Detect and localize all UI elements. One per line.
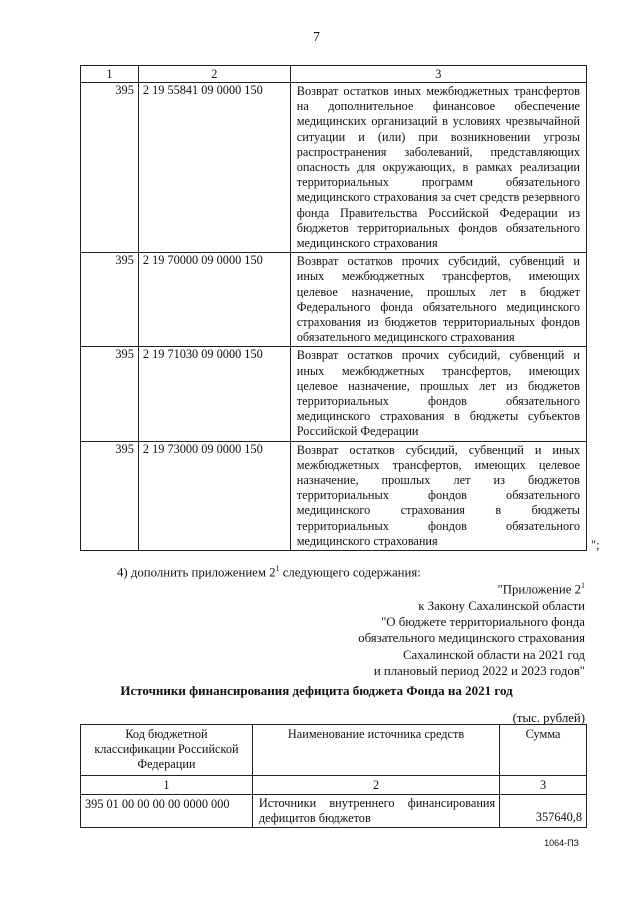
- source-code: 395 01 00 00 00 00 0000 000: [81, 794, 253, 827]
- code-description: Возврат остатков иных межбюджетных трансфертов на дополнительное финансовое обеспечение медицинских организаций в условиях чрезвычайной ситуации и (или) при возникновении угрозы распространения заболеваний, представляющих опасность для окружающих, в рамках реализации территориальных программ обязательного медицинского страхования за счет средств резервного фонда Правительства Российской Федерации из бюджетов территориальных фондов обязательного медицинского страхования: [290, 83, 586, 253]
- table-row: [81, 253, 587, 347]
- closing-quote: ";: [591, 538, 600, 552]
- admin-code: 395: [81, 441, 139, 550]
- appendix-heading: [358, 578, 585, 680]
- paragraph-prefix: 4) дополнить приложением 2: [117, 565, 276, 580]
- header-amount: Сумма: [500, 725, 587, 776]
- appendix-superscript: 1: [581, 581, 585, 590]
- codes-table-header: [81, 66, 587, 83]
- table-row: [81, 347, 587, 441]
- appendix-line: к Закону Сахалинской области: [418, 598, 585, 613]
- header-code: Код бюджетной классификации Российской Федерации: [81, 725, 253, 776]
- code-description: Возврат остатков прочих субсидий, субвенций и иных межбюджетных трансфертов, имеющих целевое назначение, прошлых лет в бюджет Федерального фонда обязательного медицинского страхования из бюджетов территориальных фондов обязательного медицинского страхования: [290, 253, 586, 347]
- source-name: Источники внутреннего финансирования дефицитов бюджетов: [252, 794, 499, 827]
- budget-code: 2 19 70000 09 0000 150: [138, 253, 290, 347]
- numbering-col-3: 3: [500, 775, 587, 794]
- admin-code: 395: [81, 253, 139, 347]
- document-code: 1064-ПЗ: [544, 838, 579, 848]
- page-number: 7: [313, 30, 320, 45]
- sources-table-numbering: [81, 775, 587, 794]
- header-col-3: 3: [290, 66, 586, 83]
- code-description: Возврат остатков субсидий, субвенций и иных межбюджетных трансфертов, имеющих целевое назначение, прошлых лет из бюджетов территориальных фондов обязательного медицинского страхования в бюджеты территориальных фондов обязательного медицинского страхования: [290, 441, 586, 550]
- numbering-col-1: 1: [81, 775, 253, 794]
- numbering-col-2: 2: [252, 775, 499, 794]
- budget-code: 2 19 71030 09 0000 150: [138, 347, 290, 441]
- table-row: [81, 441, 587, 550]
- budget-code: 2 19 55841 09 0000 150: [138, 83, 290, 253]
- units-label: (тыс. рублей): [512, 711, 585, 725]
- section-title: Источники финансирования дефицита бюджета Фонда на 2021 год: [120, 683, 513, 698]
- header-col-2: 2: [138, 66, 290, 83]
- appendix-line: и плановый период 2022 и 2023 годов": [373, 664, 585, 679]
- admin-code: 395: [81, 347, 139, 441]
- codes-table: [80, 65, 587, 551]
- table-row: [81, 794, 587, 827]
- source-amount: 357640,8: [500, 794, 587, 827]
- code-description: Возврат остатков прочих субсидий, субвенций и иных межбюджетных трансфертов, имеющих целевое назначение, прошлых лет из бюджетов территориальных фондов обязательного медицинского страхования в бюджеты субъектов Российской Федерации: [290, 347, 586, 441]
- appendix-line: "О бюджете территориального фонда: [381, 615, 585, 630]
- paragraph-superscript: 1: [275, 564, 280, 573]
- sources-table-header: [81, 725, 587, 776]
- budget-code: 2 19 73000 09 0000 150: [138, 441, 290, 550]
- table-row: [81, 83, 587, 253]
- appendix-label: "Приложение 2: [497, 582, 581, 597]
- admin-code: 395: [81, 83, 139, 253]
- header-col-1: 1: [81, 66, 139, 83]
- sources-table: [80, 724, 587, 828]
- appendix-line: обязательного медицинского страхования: [358, 631, 585, 646]
- header-name: Наименование источника средств: [252, 725, 499, 776]
- appendix-line: Сахалинской области на 2021 год: [403, 647, 585, 662]
- paragraph-suffix: следующего содержания:: [279, 565, 421, 580]
- appendix-line: [358, 578, 585, 598]
